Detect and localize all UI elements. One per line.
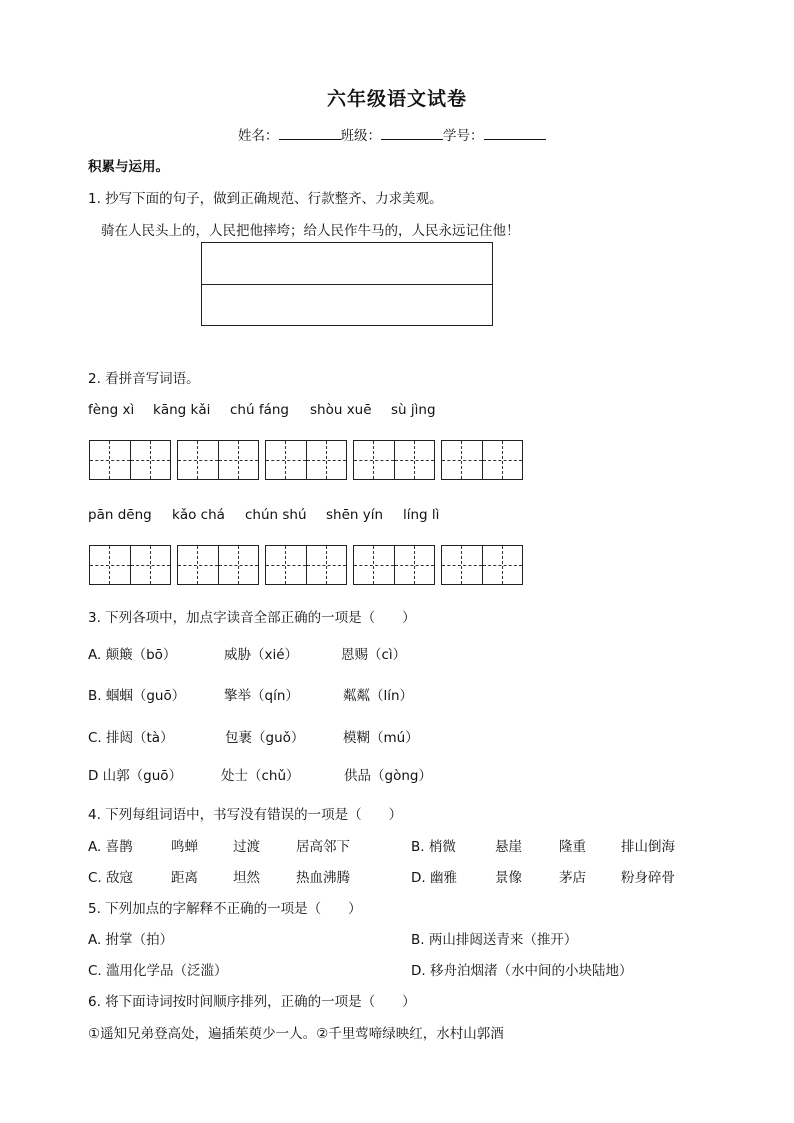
section-heading: 积累与运用。: [88, 159, 169, 175]
q3-option-b-3: 粼粼（lín）: [343, 688, 414, 704]
grid-cell[interactable]: [394, 546, 434, 584]
writing-grid[interactable]: [353, 440, 435, 480]
question-3-prompt: 3. 下列各项中，加点字读音全部正确的一项是（ ）: [88, 610, 416, 626]
grid-cell[interactable]: [306, 441, 346, 479]
page-title: 六年级语文试卷: [326, 88, 467, 110]
name-label: 姓名：: [238, 128, 279, 144]
q5-option-b: B. 两山排闼送青来（推开）: [411, 932, 578, 948]
q4-a-3: 过渡: [233, 839, 260, 855]
writing-grid[interactable]: [177, 545, 259, 585]
q4-b-4: 排山倒海: [621, 839, 675, 855]
pinyin-10: líng lì: [403, 507, 440, 523]
q4-c-4: 热血沸腾: [296, 870, 350, 886]
grid-cell[interactable]: [442, 546, 482, 584]
class-label: 班级：: [340, 128, 381, 144]
q3-option-a-1: A. 颠簸（bō）: [88, 647, 177, 663]
q3-option-c-3: 模糊（mú）: [343, 730, 419, 746]
question-6-poems: ①遥知兄弟登高处，遍插茱萸少一人。②千里莺啼绿映红，水村山郭酒: [88, 1026, 504, 1042]
question-4-prompt: 4. 下列每组词语中，书写没有错误的一项是（ ）: [88, 807, 403, 823]
grid-cell[interactable]: [178, 546, 218, 584]
q4-d-1: D. 幽雅: [411, 870, 457, 886]
writing-grid[interactable]: [89, 440, 171, 480]
question-6-prompt: 6. 将下面诗词按时间顺序排列，正确的一项是（ ）: [88, 994, 416, 1010]
writing-grid[interactable]: [177, 440, 259, 480]
q4-b-1: B. 梢微: [411, 839, 456, 855]
q5-option-a: A. 拊掌（拍）: [88, 932, 174, 948]
q3-option-b-1: B. 蝈蝈（guō）: [88, 688, 186, 704]
pinyin-7: kǎo chá: [172, 507, 225, 523]
grid-cell[interactable]: [90, 546, 130, 584]
q4-b-3: 隆重: [559, 839, 586, 855]
q4-a-2: 鸣蝉: [171, 839, 198, 855]
grid-cell[interactable]: [130, 441, 170, 479]
writing-grid[interactable]: [265, 545, 347, 585]
q5-option-c: C. 滥用化学品（泛滥）: [88, 963, 228, 979]
name-blank[interactable]: [279, 127, 341, 140]
q4-a-4: 居高邻下: [296, 839, 350, 855]
q3-option-a-3: 恩赐（cì）: [341, 647, 407, 663]
q4-d-3: 茅店: [559, 870, 586, 886]
pinyin-8: chún shú: [245, 507, 307, 523]
q4-d-2: 景像: [495, 870, 522, 886]
copy-box-divider: [202, 284, 492, 285]
grid-cell[interactable]: [218, 441, 258, 479]
pinyin-2: kāng kǎi: [153, 402, 211, 418]
class-blank[interactable]: [381, 127, 443, 140]
q5-option-d: D. 移舟泊烟渚（水中间的小块陆地）: [411, 963, 633, 979]
q3-option-d-3: 供品（gòng）: [344, 768, 432, 784]
grid-cell[interactable]: [354, 441, 394, 479]
q3-option-a-2: 威胁（xié）: [224, 647, 299, 663]
q3-option-c-1: C. 排闼（tà）: [88, 730, 174, 746]
question-5-prompt: 5. 下列加点的字解释不正确的一项是（ ）: [88, 901, 362, 917]
grid-cell[interactable]: [178, 441, 218, 479]
writing-grid[interactable]: [353, 545, 435, 585]
q4-a-1: A. 喜鹊: [88, 839, 133, 855]
pinyin-4: shòu xuē: [310, 402, 372, 418]
question-1-sentence: 骑在人民头上的，人民把他摔垮；给人民作牛马的，人民永远记住他！: [101, 223, 520, 239]
grid-cell[interactable]: [266, 546, 306, 584]
q4-c-2: 距离: [171, 870, 198, 886]
q4-c-3: 坦然: [233, 870, 260, 886]
grid-cell[interactable]: [442, 441, 482, 479]
grid-cell[interactable]: [482, 441, 522, 479]
pinyin-3: chú fáng: [230, 402, 289, 418]
copy-writing-box[interactable]: [201, 242, 493, 326]
question-1-prompt: 1. 抄写下面的句子，做到正确规范、行款整齐、力求美观。: [88, 191, 443, 207]
student-info-line: [238, 124, 546, 144]
grid-cell[interactable]: [90, 441, 130, 479]
grid-cell[interactable]: [306, 546, 346, 584]
q4-b-2: 悬崖: [495, 839, 522, 855]
grid-cell[interactable]: [266, 441, 306, 479]
q4-d-4: 粉身碎骨: [621, 870, 675, 886]
pinyin-5: sù jìng: [391, 402, 436, 418]
grid-cell[interactable]: [354, 546, 394, 584]
q3-option-d-1: D 山郭（guō）: [88, 768, 183, 784]
writing-grid[interactable]: [265, 440, 347, 480]
q3-option-b-2: 擎举（qín）: [224, 688, 299, 704]
id-blank[interactable]: [484, 127, 546, 140]
writing-grid[interactable]: [89, 545, 171, 585]
q3-option-d-2: 处士（chǔ）: [221, 768, 300, 784]
pinyin-1: fèng xì: [88, 402, 135, 418]
writing-grid[interactable]: [441, 440, 523, 480]
grid-cell[interactable]: [130, 546, 170, 584]
id-label: 学号：: [443, 128, 484, 144]
grid-cell[interactable]: [482, 546, 522, 584]
question-2-prompt: 2. 看拼音写词语。: [88, 371, 200, 387]
q4-c-1: C. 敌寇: [88, 870, 134, 886]
grid-cell[interactable]: [218, 546, 258, 584]
writing-grid[interactable]: [441, 545, 523, 585]
q3-option-c-2: 包裹（guǒ）: [225, 730, 305, 746]
pinyin-6: pān dēng: [88, 507, 152, 523]
grid-cell[interactable]: [394, 441, 434, 479]
pinyin-9: shēn yín: [326, 507, 384, 523]
